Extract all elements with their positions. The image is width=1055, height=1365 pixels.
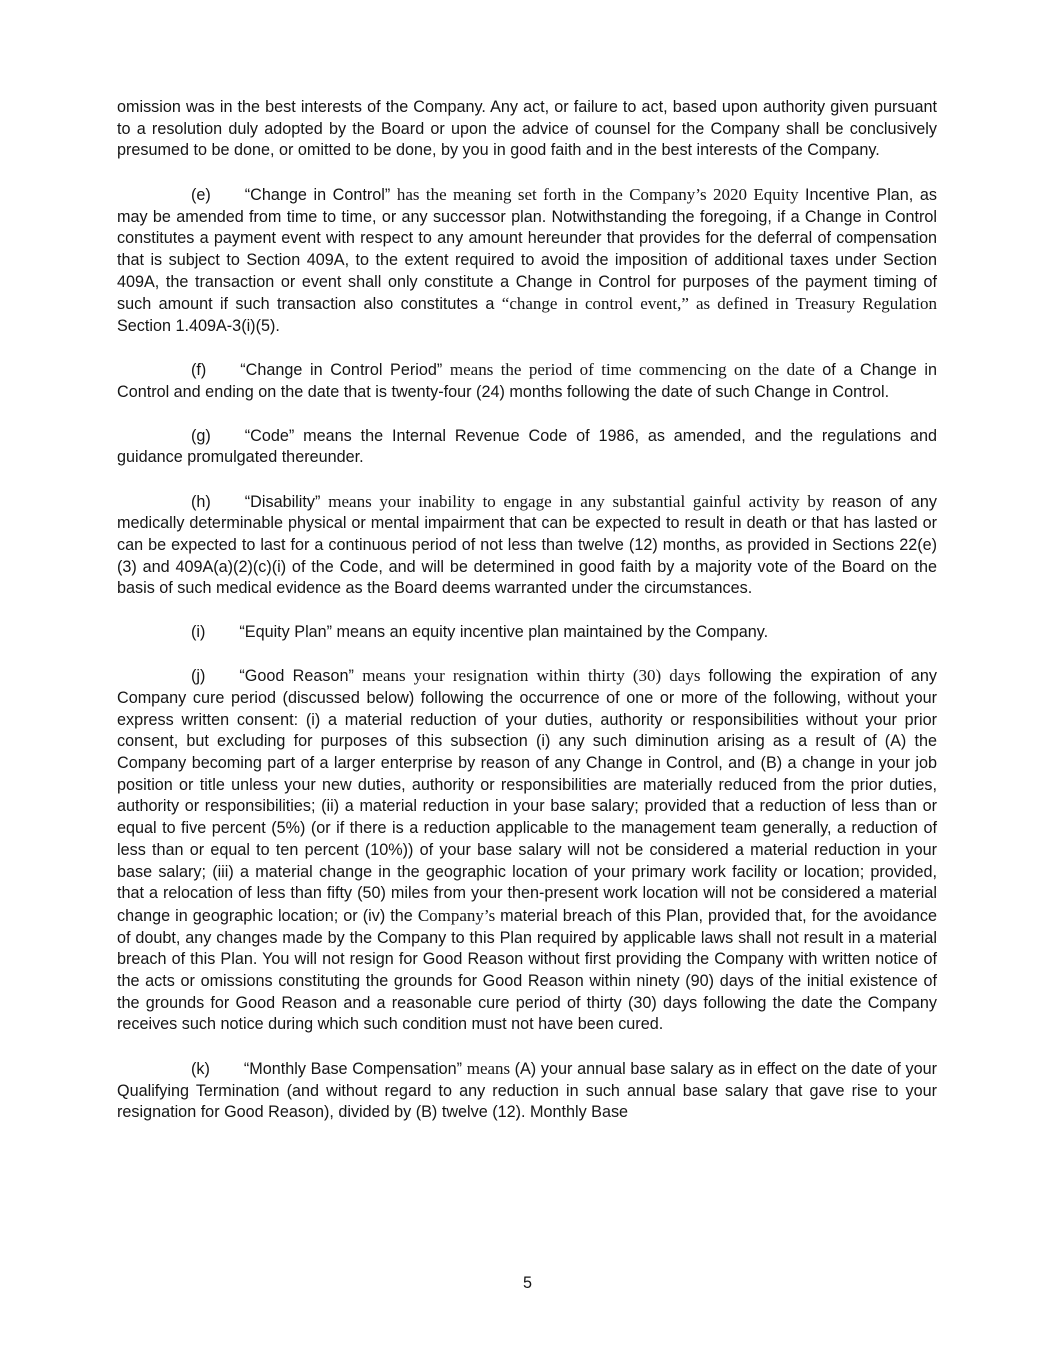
text-segment: “Change in Control Period”: [240, 361, 450, 380]
text-segment: has the meaning set forth in the Company’s 2020 Equity: [396, 184, 806, 204]
document-body: [117, 97, 937, 1146]
text-segment: “Change in Control”: [244, 185, 397, 204]
text-segment: of a Change in Control and ending on the date that is twenty-four (24) months following the date of such Change in Control.: [117, 361, 937, 402]
text-segment: omission was in the best interests of the Company. Any act, or failure to act, based upon authority given pursuant to a resolution duly adopted by the Board or upon the advice of counsel for the Company shall be conclusively presumed to be done, or omitted to be done, by you in good faith and in the best interests of the Company.: [117, 98, 937, 160]
paragraph: [117, 359, 937, 403]
text-segment: reason of any medically determinable physical or mental impairment that can be expected to result in death or that has lasted or can be expected to last for a continuous period of not less than twelve (12) months, as provided in Sections 22(e)(3) and 409A(a)(2)(c)(i) of the Code, and will be determined in good faith by a majority vote of the Board on the basis of such medical evidence as the Board deems warranted under the circumstances.: [117, 492, 938, 598]
paragraph: [117, 665, 937, 1036]
paragraph: [117, 426, 937, 469]
page-number: 5: [522, 1274, 532, 1292]
text-segment: (A) your annual base salary as in effect on the date of your Qualifying Termination (and without regard to any reduction in such annual base salary that gave rise to your resignation for Good Reason), divided by (B) twelve (12). Monthly Base: [117, 1059, 937, 1122]
paragraph-label: (e): [191, 185, 211, 204]
paragraph-label: (g): [191, 426, 211, 445]
text-segment: means your inability to engage in any substantial gainful activity by: [328, 491, 833, 511]
paragraph: [117, 622, 937, 644]
paragraph-label: (f): [191, 361, 207, 380]
text-segment: “Monthly Base Compensation”: [243, 1059, 467, 1078]
paragraph-label: (k): [191, 1059, 210, 1078]
paragraph-label: (h): [191, 492, 211, 511]
text-segment: “change in control event,” as defined in Treasury Regulation: [501, 294, 938, 314]
text-segment: “Equity Plan” means an equity incentive plan maintained by the Company.: [239, 622, 769, 641]
text-segment: “Good Reason”: [239, 667, 363, 686]
text-segment: means: [466, 1058, 515, 1078]
paragraph: [117, 491, 937, 601]
text-segment: means your resignation within thirty (30) days: [362, 666, 709, 686]
paragraph-label: (i): [191, 622, 206, 641]
text-segment: “Disability”: [244, 492, 329, 511]
text-segment: Section 1.409A-3(i)(5).: [117, 317, 280, 336]
text-segment: “Code” means the Internal Revenue Code of 1986, as amended, and the regulations and guidance promulgated thereunder.: [117, 426, 937, 467]
text-segment: following the expiration of any Company cure period (discussed below) following the occurrence of one or more of the following, without your express written consent: (i) a material reduction of your duties, authority or responsibilities without your prior consent, but excluding for purposes of this subsection (i) any such diminution arising as a result of (A) the Company becoming part of a larger enterprise by reason of any Change in Control, and (B) a change in your job position or title unless your new duties, authority or responsibilities are materially reduced from the prior duties, authority or responsibilities; (ii) a material reduction in your base salary; provided that a reduction of less than or equal to five percent (5%) (or if there is a reduction applicable to the management team generally, a reduction of less than or equal to ten percent (10%)) of your base salary will not be considered a material reduction in your base salary; (iii) a material change in the geographic location of your primary work facility or location; provided, that a relocation of less than fifty (50) miles from your then-present work location will not be considered a material change in geographic location; or (iv) the: [117, 667, 938, 925]
paragraph: [117, 184, 937, 338]
paragraph-label: (j): [191, 667, 206, 686]
text-segment: material breach of this Plan, provided that, for the avoidance of doubt, any changes made by the Company to this Plan required by applicable laws shall not result in a material breach of this Plan. You will not resign for Good Reason without first providing the Company with written notice of the acts or omissions constituting the grounds for Good Reason within ninety (90) days of the initial existence of the grounds for Good Reason and a reasonable cure period of thirty (30) days following the date the Company receives such notice during which such condition must not have been cured.: [117, 906, 937, 1034]
paragraph: [117, 97, 937, 162]
text-segment: means the period of time commencing on the date: [449, 360, 823, 380]
text-segment: Incentive Plan, as may be amended from time to time, or any successor plan. Notwithstanding the foregoing, if a Change in Control constitutes a payment event with respect to any amount hereunder that provides for the deferral of compensation that is subject to Section 409A, to the extent required to avoid the imposition of additional taxes under Section 409A, the transaction or event shall only constitute a Change in Control for purposes of the payment timing of such amount if such transaction also constitutes a: [117, 185, 937, 314]
paragraph: [117, 1058, 937, 1124]
text-segment: Company’s: [417, 905, 501, 925]
